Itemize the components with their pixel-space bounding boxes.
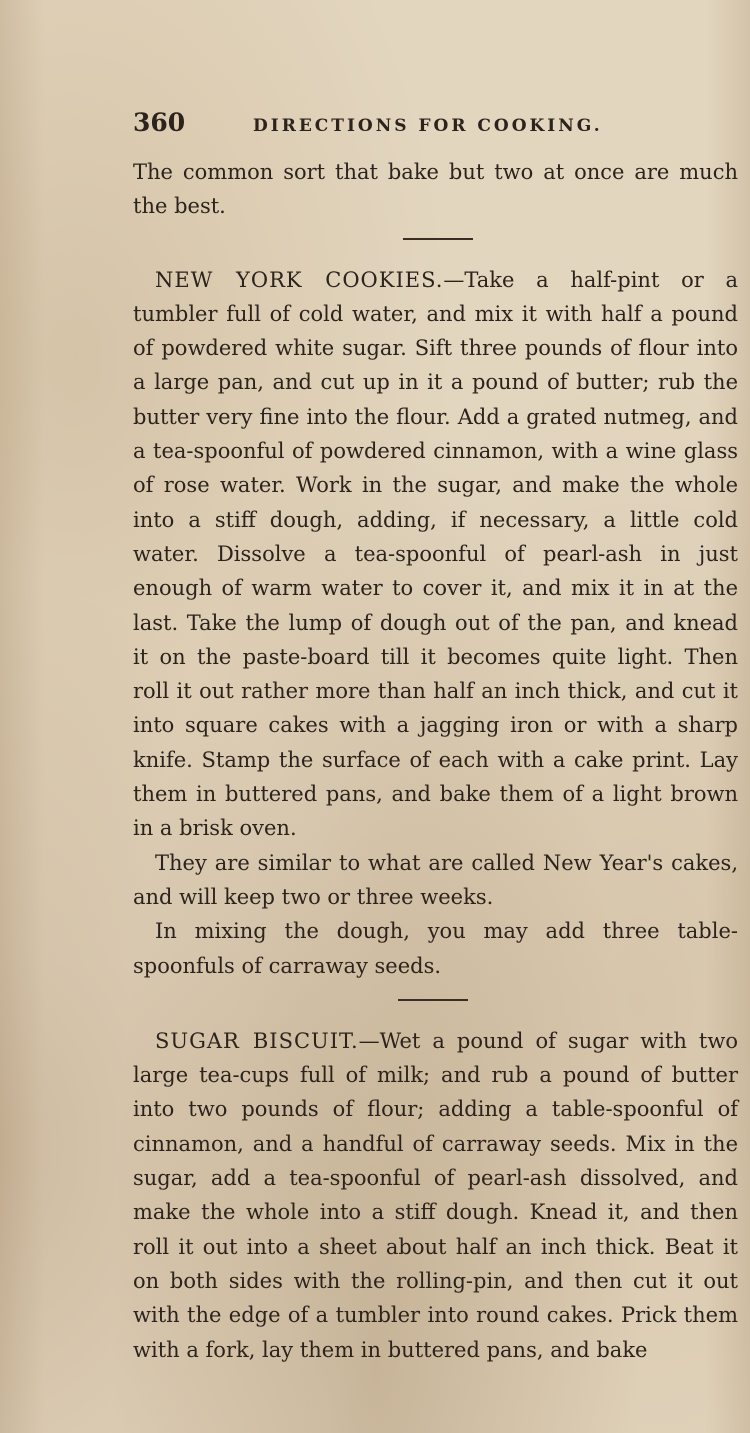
recipe-title: SUGAR BISCUIT. <box>155 1028 359 1053</box>
recipe-note: They are similar to what are called New Year's cakes, and will keep two or three weeks. <box>133 850 738 909</box>
page-header <box>133 108 713 138</box>
recipe-text: —Wet a pound of sugar with two large tea-cups full of milk; and rub a pound of butter into two pounds of flour; adding a table-spoonful of cinnamon, and a handful of carraway seeds. Mix in the sugar, add a tea-spoonful of pearl-ash dissolved, and make the whole into a stiff dough. Knead it, and then roll it out into a sheet about half an inch thick. Beat it on both sides with the rolling-pin, and then cut it out with the edge of a tumbler into round cakes. Prick them with a fork, lay them in buttered pans, and bake <box>133 1028 738 1362</box>
page-body <box>133 155 738 1367</box>
running-title: DIRECTIONS FOR COOKING. <box>253 116 603 136</box>
intro-paragraph: The common sort that bake but two at once are much the best. <box>133 160 738 219</box>
section-divider <box>403 238 473 240</box>
recipe-title: NEW YORK COOKIES. <box>155 267 444 292</box>
recipe-paragraph <box>133 263 738 846</box>
page-number: 360 <box>133 108 186 137</box>
recipe-paragraph <box>133 1024 738 1367</box>
recipe-text: —Take a half-pint or a tumbler full of cold water, and mix it with half a pound of powdered white sugar. Sift three pounds of flour into a large pan, and cut up in it a pound of butter; rub the butter very fine into the flour. Add a grated nutmeg, and a tea-spoonful of powdered cinnamon, with a wine glass of rose water. Work in the sugar, and make the whole into a stiff dough, adding, if necessary, a little cold water. Dissolve a tea-spoonful of pearl-ash in just enough of warm water to cover it, and mix it in at the last. Take the lump of dough out of the pan, and knead it on the paste-board till it becomes quite light. Then roll it out rather more than half an inch thick, and cut it into square cakes with a jagging iron or with a sharp knife. Stamp the surface of each with a cake print. Lay them in buttered pans, and bake them of a light brown in a brisk oven. <box>133 267 738 841</box>
section-divider <box>398 999 468 1001</box>
recipe-note: In mixing the dough, you may add three table-spoonfuls of carraway seeds. <box>133 919 738 978</box>
